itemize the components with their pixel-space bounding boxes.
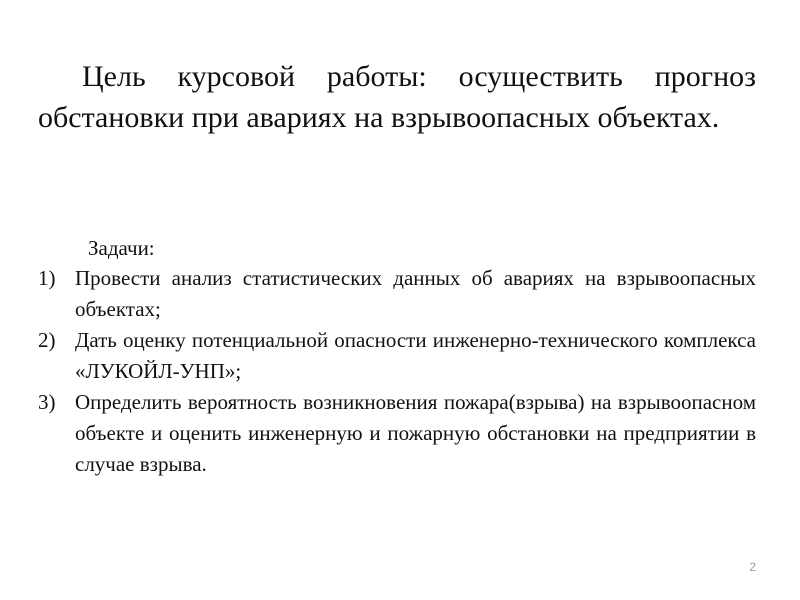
page-number: 2 bbox=[749, 560, 756, 574]
task-number: 3) bbox=[38, 390, 56, 414]
task-number: 1) bbox=[38, 266, 56, 290]
task-item-1 bbox=[38, 263, 756, 325]
task-text: Провести анализ статистических данных об авариях на взрывоопасных объектах; bbox=[75, 266, 756, 321]
task-text: Определить вероятность возникновения пожара(взрыва) на взрывоопасном объекте и оценить инженерную и пожарную обстановки на предприятии в случае взрыва. bbox=[75, 390, 756, 476]
task-number: 2) bbox=[38, 328, 56, 352]
task-item-3 bbox=[38, 387, 756, 480]
tasks-section bbox=[38, 233, 756, 480]
task-text: Дать оценку потенциальной опасности инженерно-технического комплекса «ЛУКОЙЛ-УНП»; bbox=[75, 328, 756, 383]
tasks-list bbox=[38, 263, 756, 480]
course-goal-paragraph: Цель курсовой работы: осуществить прогноз обстановки при авариях на взрывоопасных объектах. bbox=[38, 60, 756, 134]
tasks-heading: Задачи: bbox=[88, 236, 155, 260]
task-item-2 bbox=[38, 325, 756, 387]
